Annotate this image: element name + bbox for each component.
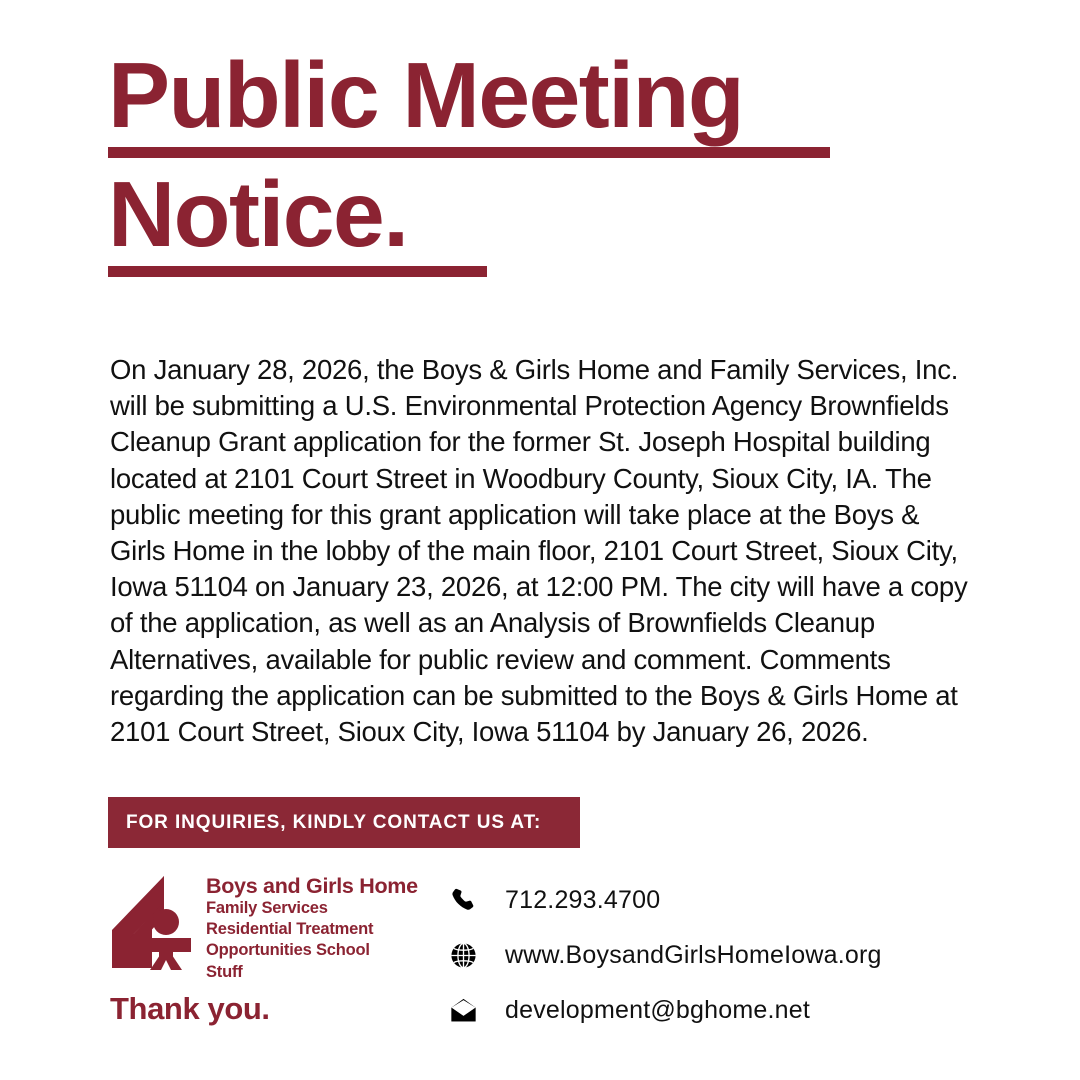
title-underline-1 bbox=[108, 147, 830, 158]
logo-subline-1: Family Services bbox=[206, 899, 328, 918]
envelope-icon bbox=[449, 996, 489, 1025]
contact-item-email[interactable] bbox=[449, 986, 969, 1034]
page-title-line-1: Public Meeting bbox=[108, 43, 744, 147]
email-address: development@bghome.net bbox=[505, 995, 810, 1024]
thank-you-text: Thank you. bbox=[110, 991, 270, 1026]
title-line-1 bbox=[108, 43, 1008, 158]
website-url: www.BoysandGirlsHomeIowa.org bbox=[505, 940, 882, 969]
globe-icon bbox=[449, 941, 489, 970]
logo-wordmark bbox=[206, 872, 418, 983]
contact-item-phone[interactable] bbox=[449, 876, 969, 924]
contact-banner-label: FOR INQUIRIES, KINDLY CONTACT US AT: bbox=[126, 811, 542, 833]
logo-subline-3: Opportunities School bbox=[206, 941, 370, 960]
house-with-person-logo-icon bbox=[108, 872, 200, 972]
title-underline-2 bbox=[108, 266, 487, 277]
logo-subline-2: Residential Treatment bbox=[206, 920, 374, 939]
poster-footer bbox=[108, 872, 980, 1042]
contact-list bbox=[449, 876, 969, 1041]
contact-item-website[interactable] bbox=[449, 931, 969, 979]
title-line-2 bbox=[108, 162, 1008, 277]
page-title-line-2: Notice. bbox=[108, 162, 408, 267]
poster-title-block bbox=[108, 43, 1008, 288]
phone-number: 712.293.4700 bbox=[505, 885, 661, 914]
notice-body-paragraph: On January 28, 2026, the Boys & Girls Home and Family Services, Inc. will be submitting a U.S. Environmental Protection Agency Brownfields Cleanup Grant application for the former St. Joseph Hospital building located at 2101 Court Street in Woodbury County, Sioux City, IA. The public meeting for this grant application will take place at the Boys & Girls Home in the lobby of the main floor, 2101 Court Street, Sioux City, Iowa 51104 on January 23, 2026, at 12:00 PM. The city will have a copy of the application, as well as an Analysis of Brownfields Cleanup Alternatives, available for public review and comment. Comments regarding the application can be submitted to the Boys & Girls Home at 2101 Court Street, Sioux City, Iowa 51104 by January 26, 2026. bbox=[110, 354, 968, 748]
logo-subline-4: Stuff bbox=[206, 962, 243, 981]
organization-logo bbox=[108, 872, 418, 983]
contact-banner bbox=[108, 797, 580, 848]
logo-title: Boys and Girls Home bbox=[206, 874, 418, 898]
phone-icon bbox=[449, 886, 489, 915]
